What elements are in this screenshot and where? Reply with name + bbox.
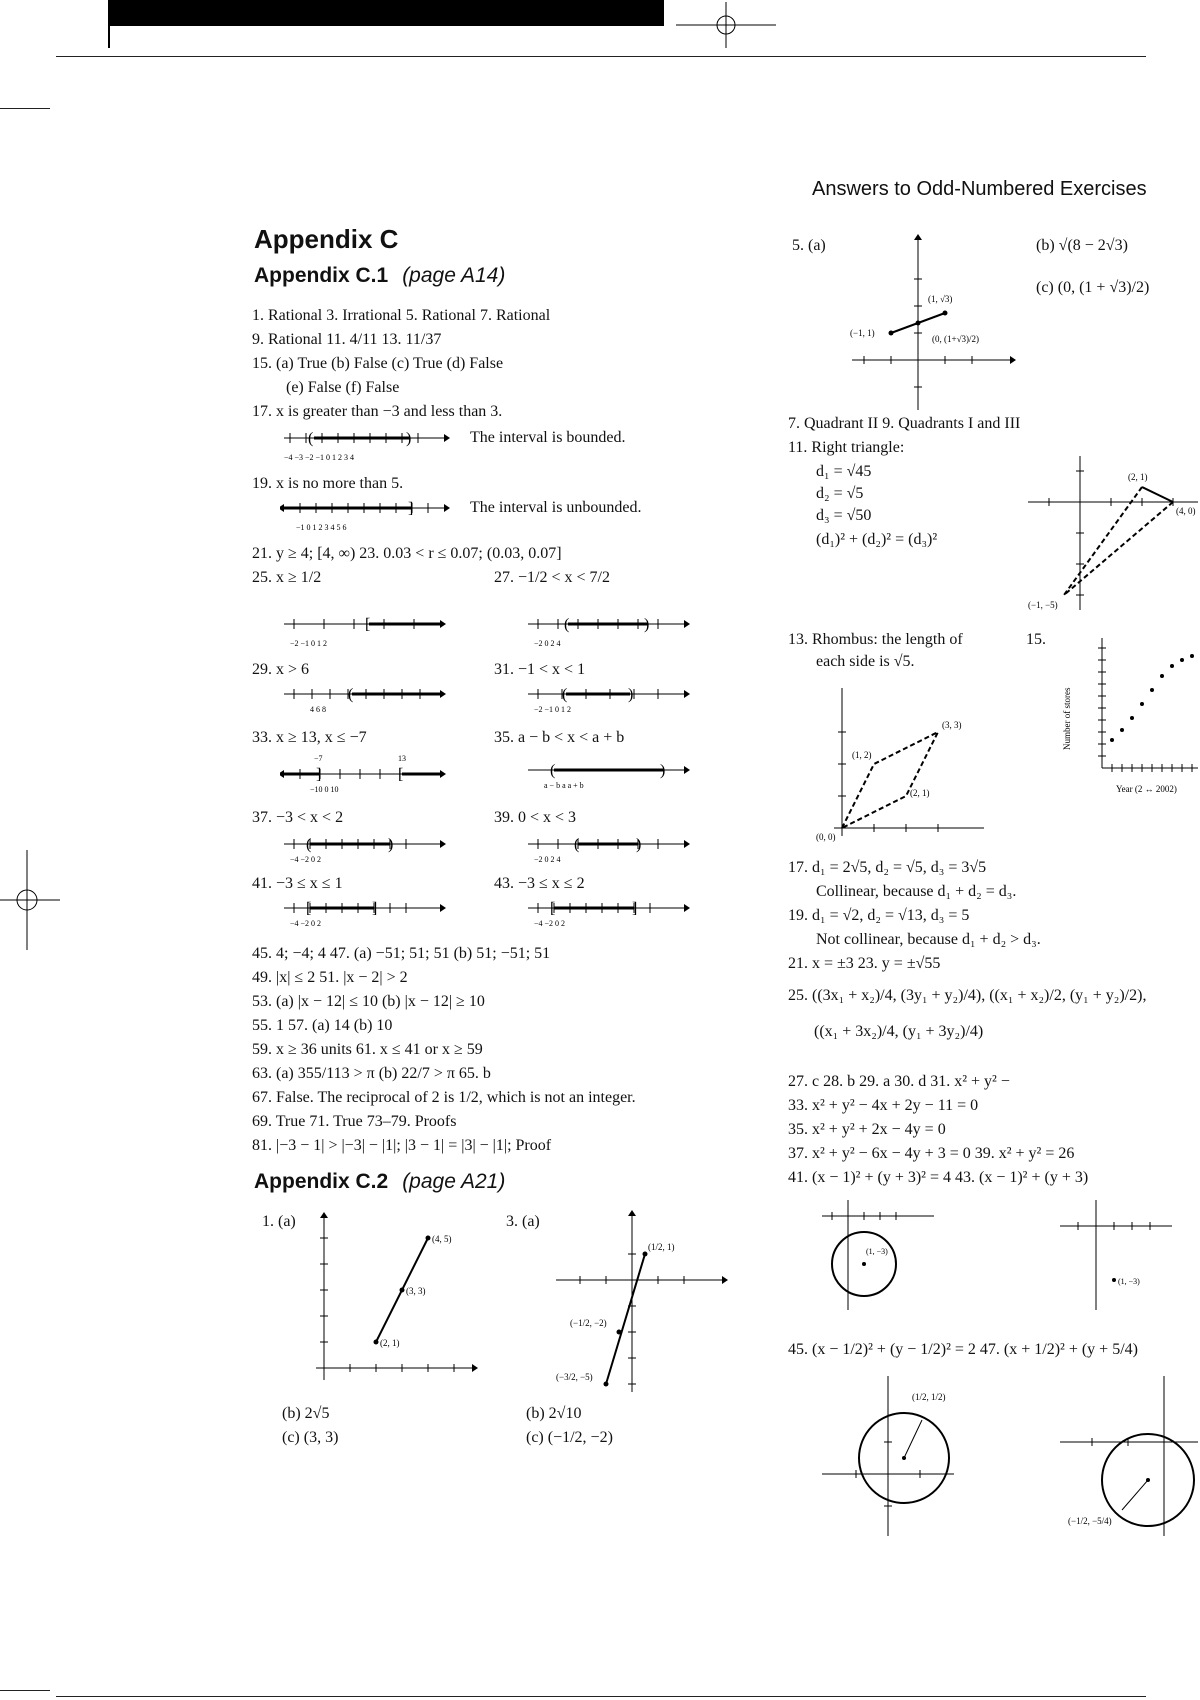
svg-text:−4 −2 0 2: −4 −2 0 2 (290, 855, 322, 864)
number-line-27 (524, 610, 694, 650)
exercise-label: 1. (a) (262, 1213, 296, 1230)
answer-line: 29. x > 6 (252, 661, 310, 678)
svg-text:[: [ (365, 616, 371, 633)
point-label: (−1, 1) (850, 328, 875, 338)
svg-text:[: [ (398, 766, 404, 783)
number-line-37 (280, 830, 450, 866)
svg-text:]: ] (408, 500, 414, 517)
graph-ex43 (1056, 1196, 1176, 1316)
point-label: (4, 0) (1176, 506, 1196, 516)
point-label: (2, 1) (380, 1338, 400, 1348)
answer-line: 39. 0 < x < 3 (494, 809, 577, 826)
answer-line: 19. d₁ = √2, d₂ = √13, d₃ = 5 (788, 907, 970, 924)
svg-text:−2 0 2 4: −2 0 2 4 (534, 639, 561, 648)
answer-line: (b) √(8 − 2√3) (1036, 237, 1128, 254)
answer-line: 21. y ≥ 4; [4, ∞) 23. 0.03 < r ≤ 0.07; (0.03, 0.07] (252, 545, 562, 562)
answer-line: 49. |x| ≤ 2 51. |x − 2| > 2 (252, 969, 408, 986)
svg-text:[: [ (550, 900, 556, 917)
answer-line: 13. Rhombus: the length of (788, 631, 963, 648)
answer-line: Not collinear, because d₁ + d₂ > d₃. (816, 931, 1041, 948)
answer-line: 35. a − b < x < a + b (494, 729, 625, 746)
svg-text:4 6 8: 4 6 8 (310, 705, 326, 714)
number-line-35 (524, 752, 694, 794)
registration-tick (108, 0, 110, 48)
answer-line: 63. (a) 355/113 > π (b) 22/7 > π 65. b (252, 1065, 491, 1082)
svg-text:−1 0 1 2 3 4 5 6: −1 0 1 2 3 4 5 6 (296, 523, 347, 532)
svg-text:]: ] (372, 900, 378, 917)
answer-line: 67. False. The reciprocal of 2 is 1/2, which is not an integer. (252, 1089, 636, 1106)
answer-line: (c) (0, (1 + √3)/2) (1036, 279, 1150, 296)
svg-text:(: ( (306, 836, 312, 853)
svg-text:−10 0 10: −10 0 10 (310, 785, 339, 794)
svg-text:]: ] (316, 766, 322, 783)
section-c2-title (254, 1170, 505, 1194)
svg-text:−4 −2 0 2: −4 −2 0 2 (290, 919, 322, 928)
graph-c2-ex1 (300, 1210, 480, 1390)
svg-text:): ) (636, 836, 642, 853)
graph-ex11 (1026, 452, 1200, 612)
point-label: (0, 0) (816, 832, 836, 842)
axis-label-x: Year (2 ↔ 2002) (1116, 784, 1177, 794)
answer-line: 81. |−3 − 1| > |−3| − |1|; |3 − 1| = |3| − |1|; Proof (252, 1137, 552, 1154)
svg-text:−2 −1 0 1 2: −2 −1 0 1 2 (534, 705, 572, 714)
answer-line: 17. d₁ = 2√5, d₂ = √5, d₃ = 3√5 (788, 859, 987, 876)
point-label: (1, √3) (928, 294, 953, 304)
answer-line: 17. x is greater than −3 and less than 3. (252, 403, 503, 420)
answer-line: 21. x = ±3 23. y = ±√55 (788, 955, 941, 972)
graph-c2-ex3 (550, 1208, 730, 1398)
answer-line: d₂ = √5 (816, 485, 864, 502)
answer-line: (c) (−1/2, −2) (526, 1429, 613, 1446)
answer-line: 19. x is no more than 5. (252, 475, 404, 492)
number-line-19 (280, 494, 450, 534)
running-header: Answers to Odd-Numbered Exercises (812, 178, 1147, 200)
answer-line: 43. −3 ≤ x ≤ 2 (494, 875, 585, 892)
graph-ex5 (840, 232, 1020, 412)
svg-text:): ) (660, 762, 666, 779)
point-label: (0, (1+√3)/2) (932, 334, 980, 344)
number-line-31 (524, 680, 694, 716)
answer-line: 33. x ≥ 13, x ≤ −7 (252, 729, 367, 746)
number-line-41 (280, 894, 450, 930)
point-label: (1/2, 1) (648, 1242, 675, 1252)
number-line-39 (524, 830, 694, 866)
svg-text:]: ] (632, 900, 638, 917)
answer-line: 11. Right triangle: (788, 439, 905, 456)
graph-ex13 (812, 684, 992, 844)
registration-mark-top (676, 0, 776, 50)
svg-text:): ) (644, 616, 650, 633)
answer-line: 9. Rational 11. 4/11 13. 11/37 (252, 331, 442, 348)
point-label: (1, −3) (866, 1247, 888, 1256)
exercise-label: 15. (1026, 631, 1046, 648)
answer-line: (d₁)² + (d₂)² = (d₃)² (816, 531, 938, 548)
graph-ex41 (818, 1196, 938, 1316)
top-rule (56, 56, 1146, 57)
answer-line: 45. 4; −4; 4 47. (a) −51; 51; 51 (b) 51; −51; 51 (252, 945, 551, 962)
axis-label-y: Number of stores (1062, 687, 1072, 750)
answer-line: 27. −1/2 < x < 7/2 (494, 569, 610, 586)
answer-line: 25. ((3x₁ + x₂)/4, (3y₁ + y₂)/4), ((x₁ + x₂)/2, (y₁ + y₂)/2), (788, 987, 1147, 1004)
point-label: (−1/2, −5/4) (1068, 1516, 1112, 1526)
section-c1-label: Appendix C.1 (254, 264, 389, 287)
graph-ex15 (1052, 630, 1200, 810)
svg-text:): ) (406, 430, 412, 447)
answer-line: d₁ = √45 (816, 463, 872, 480)
answer-line: 69. True 71. True 73–79. Proofs (252, 1113, 457, 1130)
margin-tick-bottom (0, 1690, 50, 1691)
answer-line: Collinear, because d₁ + d₂ = d₃. (816, 883, 1017, 900)
point-label: (4, 5) (432, 1234, 452, 1244)
answer-line: each side is √5. (816, 653, 915, 670)
exercise-label: 3. (a) (506, 1213, 540, 1230)
answer-line: 7. Quadrant II 9. Quadrants I and III (788, 415, 1021, 432)
section-c2-page: (page A21) (402, 1170, 506, 1193)
svg-text:(: ( (550, 762, 556, 779)
svg-text:(: ( (564, 616, 570, 633)
point-label: (1/2, 1/2) (912, 1392, 946, 1402)
answer-line: 41. −3 ≤ x ≤ 1 (252, 875, 343, 892)
svg-text:−2 0 2 4: −2 0 2 4 (534, 855, 561, 864)
answer-line: (b) 2√5 (282, 1405, 330, 1422)
number-line-25 (280, 610, 450, 650)
svg-text:13: 13 (398, 754, 406, 763)
answer-line: 1. Rational 3. Irrational 5. Rational 7. Rational (252, 307, 551, 324)
printer-bar (108, 0, 664, 26)
answer-line: 37. −3 < x < 2 (252, 809, 344, 826)
answer-line: 45. (x − 1/2)² + (y − 1/2)² = 2 47. (x + 1/2)² + (y + 5/4) (788, 1341, 1138, 1358)
point-label: (2, 1) (1128, 472, 1148, 482)
section-c2-label: Appendix C.2 (254, 1170, 389, 1193)
number-line-43 (524, 894, 694, 930)
svg-text:[: [ (306, 900, 312, 917)
answer-line: 27. c 28. b 29. a 30. d 31. x² + y² − (788, 1073, 1010, 1090)
bottom-rule (56, 1696, 1146, 1697)
answer-line: 35. x² + y² + 2x − 4y = 0 (788, 1121, 946, 1138)
svg-text:): ) (628, 686, 634, 703)
answer-line: 55. 1 57. (a) 14 (b) 10 (252, 1017, 393, 1034)
graph-ex45 (818, 1370, 958, 1540)
answer-line: 37. x² + y² − 6x − 4y + 3 = 0 39. x² + y² = 26 (788, 1145, 1075, 1162)
svg-text:−4 −3 −2 −1 0 1 2 3 4: −4 −3 −2 −1 0 1 2 3 4 (284, 453, 355, 462)
svg-text:): ) (388, 836, 394, 853)
answer-line: (c) (3, 3) (282, 1429, 339, 1446)
svg-text:(: ( (574, 836, 580, 853)
answer-line: 33. x² + y² − 4x + 2y − 11 = 0 (788, 1097, 979, 1114)
bounded-note: The interval is bounded. (470, 429, 626, 446)
answer-line: (b) 2√10 (526, 1405, 582, 1422)
point-label: (3, 3) (942, 720, 962, 730)
point-label: (−1/2, −2) (570, 1318, 607, 1328)
appendix-title: Appendix C (254, 224, 399, 254)
svg-text:−7: −7 (314, 754, 323, 763)
answer-line: d₃ = √50 (816, 507, 872, 524)
number-line-29 (280, 680, 450, 716)
svg-text:(: ( (308, 430, 314, 447)
answer-line: 15. (a) True (b) False (c) True (d) False (252, 355, 504, 372)
svg-text:(: ( (348, 686, 354, 703)
answer-line: 41. (x − 1)² + (y + 3)² = 4 43. (x − 1)² + (y + 3) (788, 1169, 1089, 1186)
answer-line: (e) False (f) False (286, 379, 400, 396)
graph-ex47 (1056, 1370, 1200, 1540)
answer-line: ((x₁ + 3x₂)/4, (y₁ + 3y₂)/4) (814, 1023, 984, 1040)
point-label: (2, 1) (910, 788, 930, 798)
svg-text:−4 −2 0 2: −4 −2 0 2 (534, 919, 566, 928)
margin-tick-top (0, 108, 50, 109)
answer-line: 53. (a) |x − 12| ≤ 10 (b) |x − 12| ≥ 10 (252, 993, 485, 1010)
unbounded-note: The interval is unbounded. (470, 499, 642, 516)
svg-text:a − b a a + b: a − b a a + b (544, 781, 584, 790)
number-line-33 (280, 752, 450, 794)
section-c1-title (254, 264, 505, 288)
registration-mark-left (0, 850, 60, 950)
answer-line: 31. −1 < x < 1 (494, 661, 586, 678)
section-c1-page: (page A14) (402, 264, 506, 287)
svg-text:(: ( (562, 686, 568, 703)
answer-line: 25. x ≥ 1/2 (252, 569, 322, 586)
svg-text:−2 −1 0 1 2: −2 −1 0 1 2 (290, 639, 328, 648)
exercise-label: 5. (a) (792, 237, 826, 254)
point-label: (3, 3) (406, 1286, 426, 1296)
point-label: (−3/2, −5) (556, 1372, 593, 1382)
answer-line: 59. x ≥ 36 units 61. x ≤ 41 or x ≥ 59 (252, 1041, 483, 1058)
point-label: (−1, −5) (1028, 600, 1058, 610)
point-label: (1, −3) (1118, 1277, 1140, 1286)
point-label: (1, 2) (852, 750, 872, 760)
number-line-17 (280, 424, 450, 464)
